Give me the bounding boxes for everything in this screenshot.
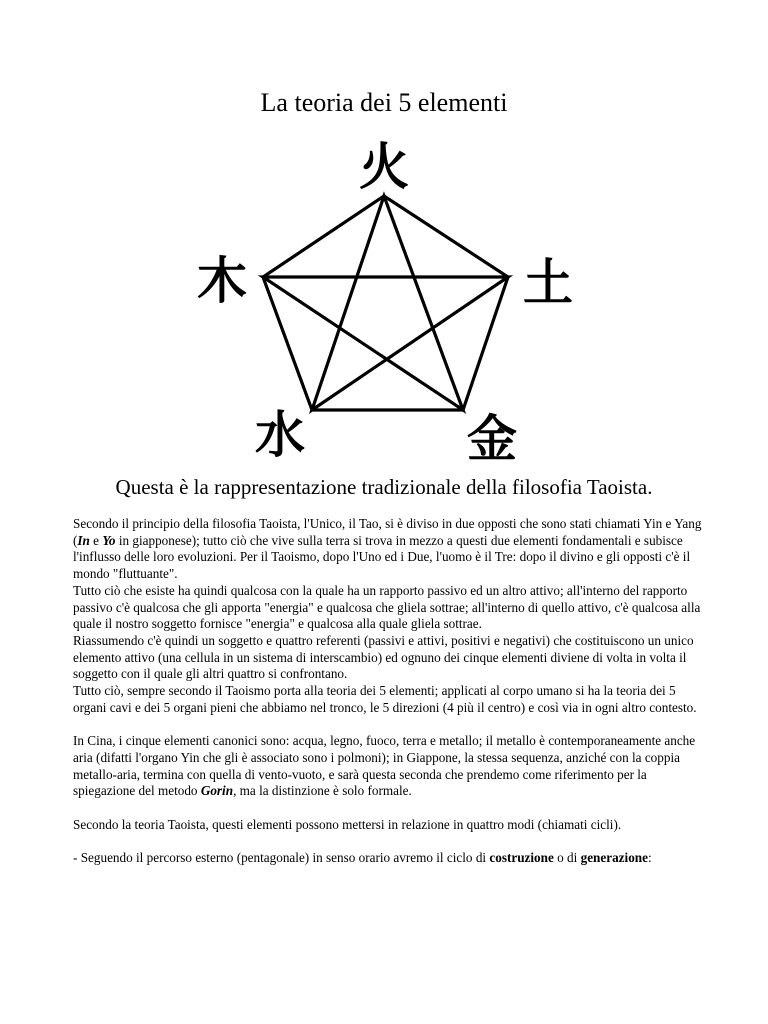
- paragraph-5: [73, 733, 703, 800]
- five-elements-diagram: [0, 120, 768, 470]
- p7-o: o di: [553, 850, 581, 866]
- paragraph-1: [73, 516, 703, 583]
- page-title: La teoria dei 5 elementi: [260, 88, 508, 117]
- diagram-caption: Questa è la rappresentazione tradizionale della filosofia Taoista.: [115, 475, 653, 499]
- p1-in: In: [77, 532, 90, 548]
- paragraph-6: Secondo la teoria Taoista, questi elementi possono mettersi in relazione in quattro modi (chiamati cicli).: [73, 816, 622, 832]
- p5-text-a: In Cina, i cinque elementi canonici sono: acqua, legno, fuoco, terra e metallo; il metallo è contemporaneamente anche aria (difatti l'organo Yin che gli è associato sono i polmoni); in Giappone, la stessa sequenza, anziché con la coppia metallo-aria, termina con quella di vento-vuoto, e sarà questa seconda che prendemo come riferimento per la spiegazione del metodo: [73, 733, 696, 799]
- p7-colon: :: [647, 850, 652, 866]
- paragraph-3: Riassumendo c'è quindi un soggetto e quattro referenti (passivi e attivi, positivi e negativi) che costituiscono un unico elemento attivo (una cellula in un sistema di interscambio) ed ognuno dei cinque elementi diviene di volta in volta il soggetto con il quale gli altri quattro si confrontano.: [73, 632, 694, 682]
- p5-text-b: , ma la distinzione è solo formale.: [233, 783, 412, 799]
- paragraph-2: Tutto ciò che esiste ha quindi qualcosa con la quale ha un rapporto passivo ed un altro attivo; all'interno del rapporto passivo c'è qualcosa che gli apporta "energia" e qualcosa che gliela sottrae; all'interno di quello attivo, c'è qualcosa alla quale il nostro soggetto fornisce "energia" e qualcosa alla quale gliela sottrae.: [73, 582, 701, 632]
- p7-generazione: generazione: [580, 850, 648, 866]
- metal-glyph: 金: [467, 410, 517, 468]
- article-body: [73, 516, 703, 883]
- paragraph-7: [73, 850, 703, 867]
- p1-e: e: [89, 532, 103, 548]
- water-glyph: 水: [255, 406, 305, 464]
- p5-gorin: Gorin: [200, 783, 234, 799]
- p1-text-a: Secondo il principio della filosofia Taoista, l'Unico, il Tao, si è diviso in due opposti che sono stati chiamati Yin e Yang (: [73, 516, 702, 548]
- fire-glyph: 火: [359, 138, 409, 196]
- paragraph-4: Tutto ciò, sempre secondo il Taoismo porta alla teoria dei 5 elementi; applicati al corpo umano si ha la teoria dei 5 organi cavi e dei 5 organi pieni che abbiamo nel tronco, le 5 direzioni (4 più il centro) e così via in ogni altro contesto.: [73, 683, 697, 715]
- p7-text-a: - Seguendo il percorso esterno (pentagonale) in senso orario avremo il ciclo di: [73, 850, 490, 866]
- wood-glyph: 木: [197, 252, 247, 310]
- p1-yo: Yo: [102, 532, 116, 548]
- p7-costruzione: costruzione: [489, 850, 554, 866]
- earth-glyph: 土: [523, 254, 573, 312]
- p1-text-b: in giapponese); tutto ciò che vive sulla terra si trova in mezzo a questi due elementi fondamentali e subisce l'influsso delle loro evoluzioni. Per il Taoismo, dopo l'Uno ed i Due, l'uomo è il Tre: dopo il divino e gli opposti c'è il mondo "fluttuante".: [73, 532, 691, 582]
